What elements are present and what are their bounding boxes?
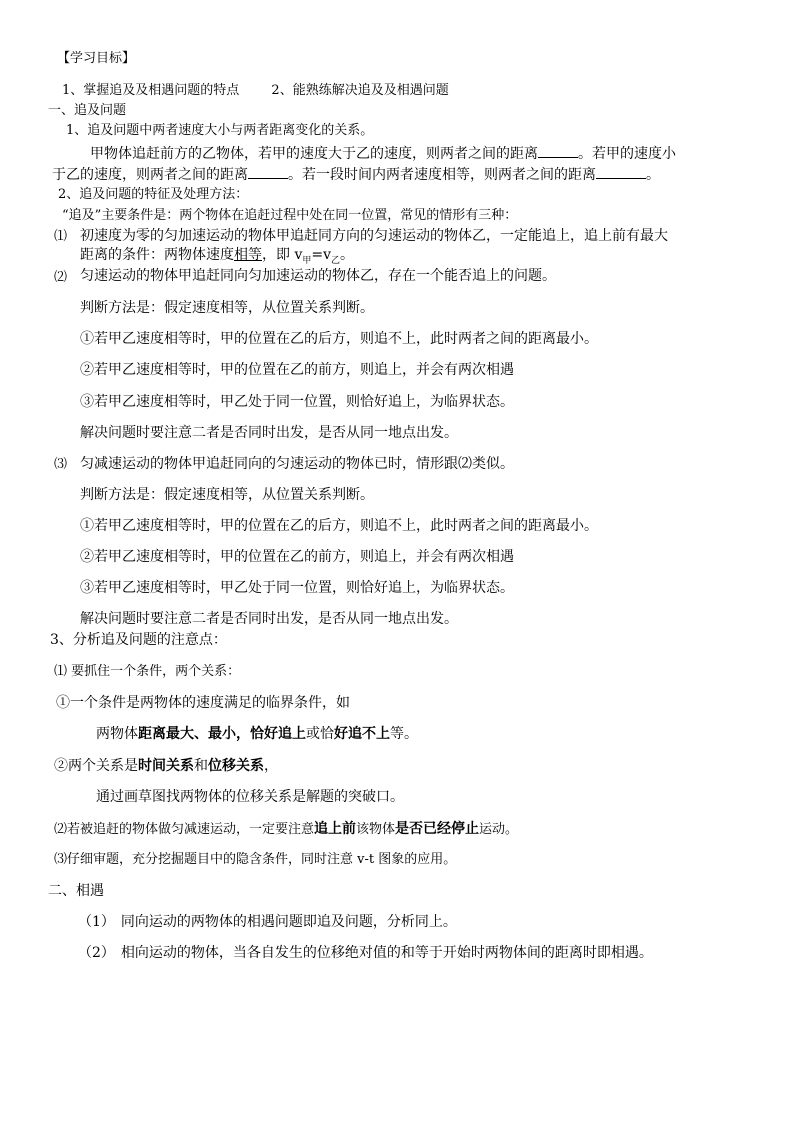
bold-text: 距离最大	[138, 726, 194, 742]
underlined-text: 相等	[234, 247, 262, 263]
point-2-intro: “追及”主要条件是：两个物体在追赶过程中处在同一位置，常见的情形有三种：	[62, 208, 518, 223]
bold-text: ，	[236, 726, 250, 742]
answer-blank-3[interactable]	[596, 166, 646, 179]
note-2	[54, 822, 518, 836]
text: 同向运动的两物体的相遇问题即追及问题，分析同上。	[120, 914, 457, 930]
text: 。若甲的速度小	[578, 146, 676, 162]
text: ，即 v	[262, 247, 303, 263]
case-1-line-1: 初速度为零的匀加速运动的物体甲追赶同方向的匀速运动的物体乙，一定能追上，追上前有最大	[80, 228, 668, 244]
note-3: ⑶仔细审题，充分挖掘题目中的隐含条件，同时注意 v-t 图象的应用。	[54, 852, 457, 867]
case-3-rule-2: ②若甲乙速度相等时，甲的位置在乙的前方，则追上，并会有两次相遇	[80, 549, 514, 565]
goal-1: 1、掌握追及及相遇问题的特点	[62, 83, 240, 98]
text: 距离的条件：两物体速度	[80, 247, 234, 263]
bold-text: 好追不上	[334, 726, 390, 742]
text: 等。	[390, 726, 418, 742]
item-number: （2）	[78, 945, 115, 961]
case-3-note: 解决问题时要注意二者是否同时出发，是否从同一地点出发。	[80, 611, 458, 627]
bold-text: 位移关系	[208, 758, 264, 774]
meet-item-2	[78, 946, 653, 960]
case-2-number: ⑵	[54, 270, 68, 285]
text: =v	[311, 247, 332, 263]
case-1-line-2	[80, 248, 354, 266]
case-3-text: 匀减速运动的物体甲追赶同向的匀速运动的物体已时，情形跟⑵类似。	[80, 456, 514, 472]
heading: 【学习目标】	[57, 51, 136, 66]
answer-blank-2[interactable]	[248, 166, 288, 179]
text: 两物体	[96, 726, 138, 742]
text: 和	[194, 758, 208, 774]
text: 。若一段时间内两者速度相等，则两者之间的距离	[288, 167, 596, 183]
case-2-rule-3: ③若甲乙速度相等时，甲乙处于同一位置，则恰好追上，为临界状态。	[80, 394, 514, 410]
text: ，	[264, 758, 278, 774]
note-1-condition: ①一个条件是两物体的速度满足的临界条件，如	[56, 695, 350, 711]
item-number: （1）	[78, 914, 115, 930]
text: 或恰	[306, 726, 334, 742]
subscript: 甲	[302, 255, 312, 266]
text: 该物体	[356, 822, 396, 837]
goal-line	[62, 84, 449, 97]
text: 甲物体追赶前方的乙物体，若甲的速度大于乙的速度，则两者之间的距离	[90, 146, 538, 162]
section-2-title: 二、相遇	[48, 883, 104, 899]
note-1-sketch-tip: 通过画草图找两物体的位移关系是解题的突破口。	[96, 789, 404, 805]
case-3-rule-1: ①若甲乙速度相等时，甲的位置在乙的后方，则追不上，此时两者之间的距离最小。	[80, 518, 598, 534]
text: ⑵若被追赶的物体做匀减速运动，一定要注意	[54, 822, 315, 837]
point-3-title: 3、分析追及问题的注意点：	[50, 632, 227, 648]
case-3-number: ⑶	[54, 457, 68, 472]
bold-text: 追上前	[314, 821, 357, 837]
bold-text: 恰好追上	[250, 726, 306, 742]
case-2-judge: 判断方法是：假定速度相等，从位置关系判断。	[80, 300, 374, 316]
text: 相向运动的物体，当各自发生的位移绝对值的和等于开始时两物体间的距离时即相遇。	[120, 945, 653, 961]
section-1-title: 一、追及问题	[48, 103, 127, 118]
case-1-number: ⑴	[54, 229, 68, 244]
bold-text: 最小	[208, 726, 236, 742]
point-1-line-2	[52, 166, 660, 182]
case-2-note: 解决问题时要注意二者是否同时出发，是否从同一地点出发。	[80, 425, 458, 441]
bold-text: 时间关系	[138, 758, 194, 774]
subscript: 乙	[331, 255, 341, 266]
text: ②两个关系是	[54, 758, 138, 774]
case-2-text: 匀速运动的物体甲追赶同向匀加速运动的物体乙，存在一个能否追上的问题。	[80, 268, 556, 284]
note-1-relations	[54, 759, 278, 773]
note-1: ⑴ 要抓住一个条件，两个关系：	[54, 664, 241, 679]
text: 。	[646, 167, 660, 183]
answer-blank-1[interactable]	[538, 145, 578, 158]
case-2-rule-1: ①若甲乙速度相等时，甲的位置在乙的后方，则追不上，此时两者之间的距离最小。	[80, 331, 598, 347]
meet-item-1	[78, 915, 457, 929]
bold-text: 是否已经停止	[395, 821, 480, 837]
bold-text: 、	[194, 726, 208, 742]
note-1-examples	[96, 727, 418, 741]
case-3-rule-3: ③若甲乙速度相等时，甲乙处于同一位置，则恰好追上，为临界状态。	[80, 580, 514, 596]
goal-2: 2、能熟练解决追及及相遇问题	[271, 83, 449, 98]
case-2-rule-2: ②若甲乙速度相等时，甲的位置在乙的前方，则追上，并会有两次相遇	[80, 362, 514, 378]
point-1-line-1	[90, 145, 676, 161]
point-1-title: 1、追及问题中两者速度大小与两者距离变化的关系。	[66, 123, 374, 138]
text: 。	[340, 247, 355, 263]
point-2-title: 2、追及问题的特征及处理方法：	[58, 187, 249, 202]
text: 运动。	[479, 822, 519, 837]
text: 于乙的速度，则两者之间的距离	[52, 167, 248, 183]
case-3-judge: 判断方法是：假定速度相等，从位置关系判断。	[80, 487, 374, 503]
